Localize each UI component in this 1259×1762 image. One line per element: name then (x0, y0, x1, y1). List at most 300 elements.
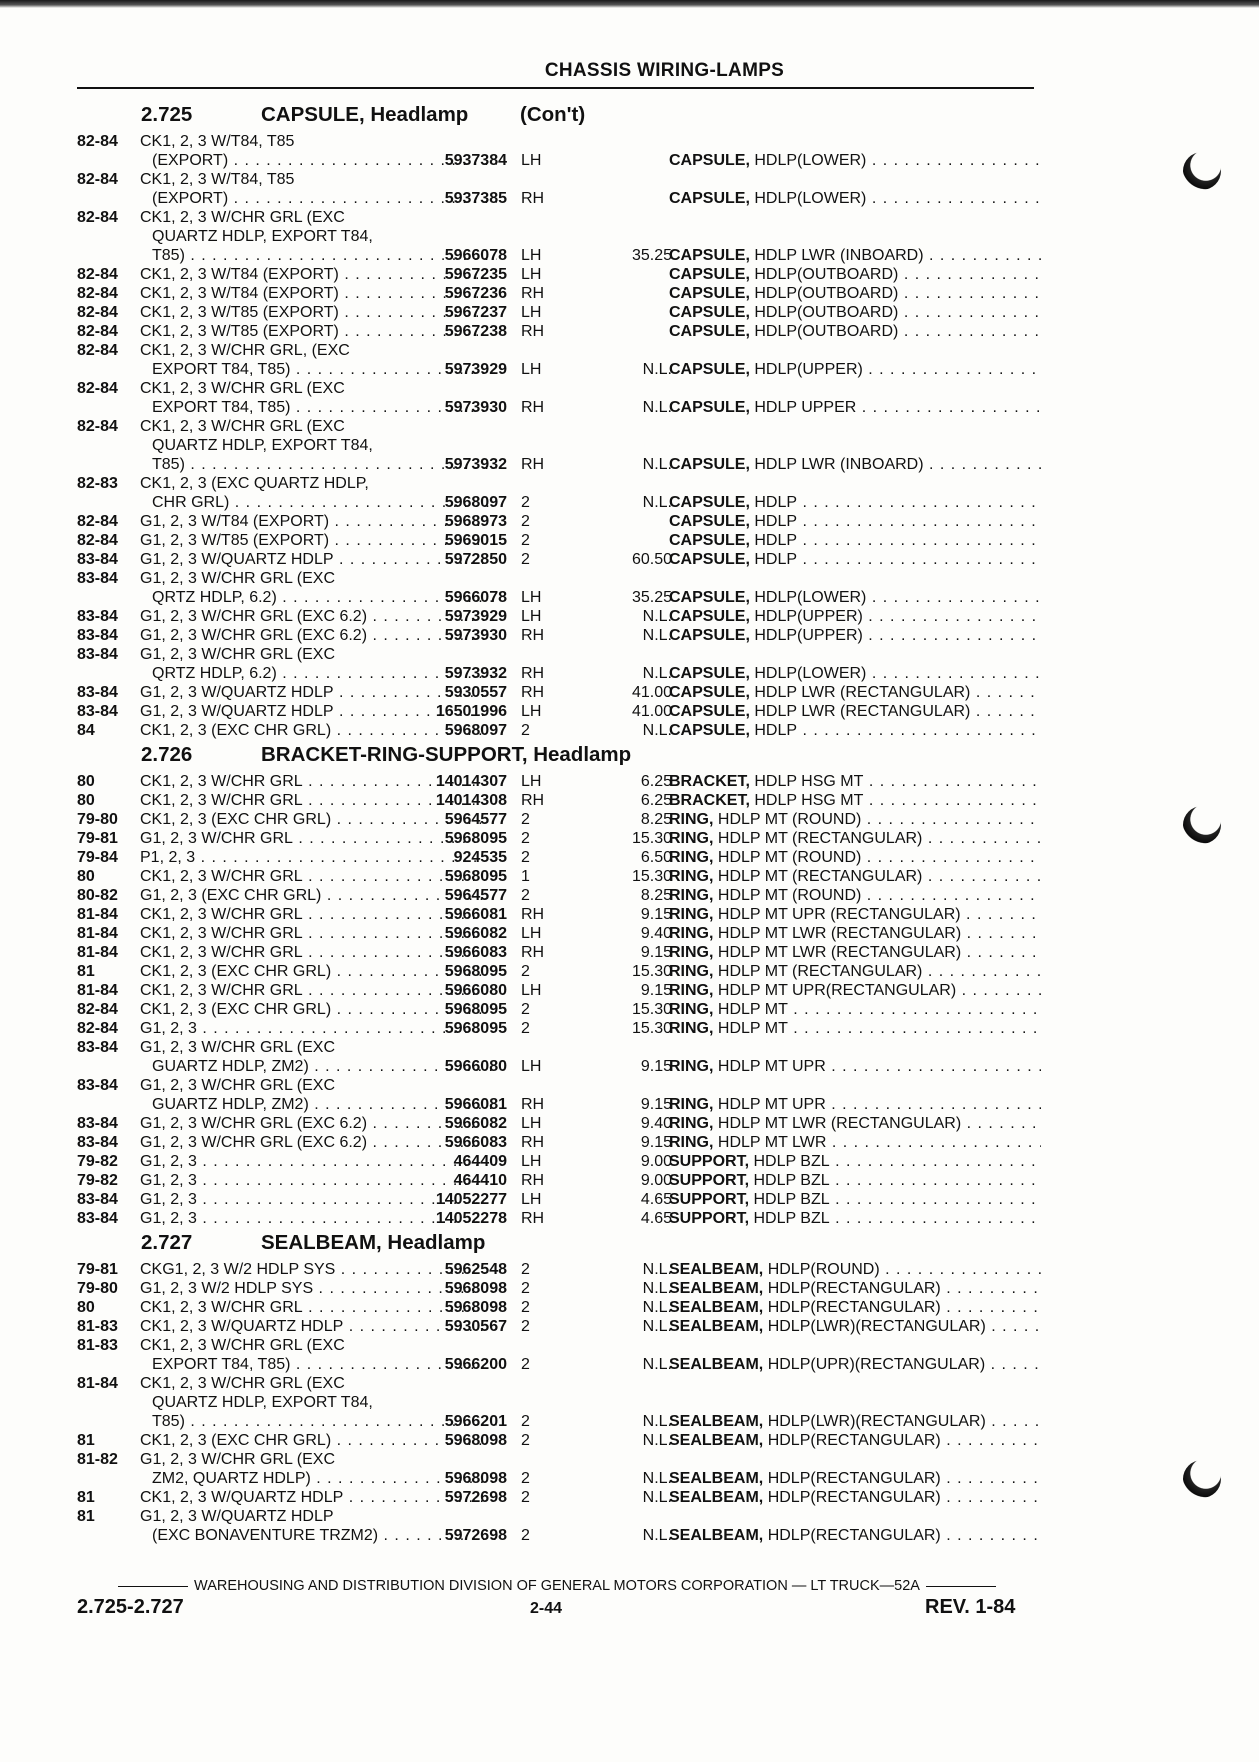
part-detail: HDLP MT (717, 1001, 788, 1018)
model-years: 83-84 (77, 646, 118, 663)
description (669, 303, 1041, 322)
application: G1, 2, 3 W/CHR GRL . . . (140, 829, 485, 848)
part-row (77, 531, 1037, 550)
part-name: CAPSULE, (669, 665, 750, 682)
part-number: 5973930 (444, 627, 507, 644)
model-years: 82-84 (77, 209, 118, 226)
part-name: CAPSULE, (669, 551, 750, 568)
part-name: RING, (669, 1134, 714, 1151)
part-number: 5930557 (444, 684, 507, 701)
part-name: RING, (669, 963, 714, 980)
description (669, 531, 1041, 550)
description (669, 905, 1041, 924)
quantity: 2 (521, 513, 530, 530)
part-name: RING, (669, 982, 714, 999)
model-years: 82-84 (77, 1001, 118, 1018)
model-years: 80 (77, 792, 95, 809)
part-name: CAPSULE, (669, 684, 750, 701)
part-detail: HDLP(LOWER) (754, 665, 867, 682)
part-row (77, 829, 1037, 848)
quantity: LH (521, 925, 542, 942)
part-number: 5973929 (444, 361, 507, 378)
part-row (77, 791, 1037, 810)
application: EXPORT T84, T85) . . . (152, 1355, 497, 1374)
description (669, 265, 1041, 284)
section-continued: (Con't) (520, 103, 586, 126)
part-number: 5964577 (444, 811, 507, 828)
part-detail: HDLP(UPR)(RECTANGULAR) (767, 1356, 986, 1373)
part-detail: HDLP MT LWR (RECTANGULAR) (717, 925, 962, 942)
model-years: 79-82 (77, 1153, 118, 1170)
part-detail: HDLP UPPER (754, 399, 857, 416)
application-line (77, 1336, 1037, 1355)
quantity: RH (521, 456, 545, 473)
price: N.L. (642, 494, 672, 511)
model-years: 83-84 (77, 1191, 118, 1208)
model-years: 81-83 (77, 1337, 118, 1354)
part-name: CAPSULE, (669, 266, 750, 283)
part-row (77, 1171, 1037, 1190)
description (669, 360, 1041, 379)
quantity: RH (521, 399, 545, 416)
part-name: CAPSULE, (669, 608, 750, 625)
part-row (77, 1209, 1037, 1228)
part-name: RING, (669, 944, 714, 961)
description (669, 848, 1041, 867)
model-years: 83-84 (77, 1039, 118, 1056)
quantity: 2 (521, 1470, 530, 1487)
model-years: 81-84 (77, 925, 118, 942)
description (669, 322, 1041, 341)
application: CK1, 2, 3 W/CHR GRL (EXC (140, 1337, 345, 1354)
part-row (77, 1000, 1037, 1019)
application: CK1, 2, 3 W/CHR GRL . . . (140, 924, 485, 943)
application: G1, 2, 3 W/CHR GRL (EXC (140, 1039, 335, 1056)
description (669, 1114, 1041, 1133)
model-years: 81 (77, 1489, 95, 1506)
quantity: 2 (521, 1432, 530, 1449)
part-detail: HDLP(LOWER) (754, 152, 867, 169)
application: GUARTZ HDLP, ZM2) . . . (152, 1057, 497, 1076)
price: 9.15 (640, 1058, 672, 1075)
application: CK1, 2, 3 W/QUARTZ HDLP . . . (140, 1317, 485, 1336)
part-detail: HDLP BZL (753, 1210, 830, 1227)
part-detail: HDLP(LWR)(RECTANGULAR) (767, 1413, 986, 1430)
part-detail: HDLP MT LWR (RECTANGULAR) (717, 944, 962, 961)
application: T85) . . . (152, 246, 497, 265)
part-number: 5966201 (444, 1413, 507, 1430)
application: CK1, 2, 3 (EXC CHR GRL) . . . (140, 1000, 485, 1019)
part-detail: HDLP MT (ROUND) (717, 849, 862, 866)
price: 9.00 (640, 1172, 672, 1189)
application: ZM2, QUARTZ HDLP) . . . (152, 1469, 497, 1488)
part-name: CAPSULE, (669, 627, 750, 644)
quantity: LH (521, 1058, 542, 1075)
quantity: 2 (521, 1299, 530, 1316)
quantity: 2 (521, 532, 530, 549)
model-years: 82-84 (77, 532, 118, 549)
part-name: CAPSULE, (669, 703, 750, 720)
application: EXPORT T84, T85) . . . (152, 360, 497, 379)
part-row (77, 588, 1037, 607)
model-years: 82-84 (77, 513, 118, 530)
quantity: LH (521, 304, 542, 321)
application: G1, 2, 3 W/CHR GRL (EXC 6.2) . . . (140, 607, 485, 626)
application-line (77, 1038, 1037, 1057)
application-line (77, 1374, 1037, 1393)
price: 15.30 (631, 963, 672, 980)
model-years: 82-84 (77, 342, 118, 359)
application: P1, 2, 3 . . . (140, 848, 485, 867)
application: CK1, 2, 3 W/CHR GRL (EXC (140, 418, 345, 435)
part-row (77, 1190, 1037, 1209)
quantity: RH (521, 906, 545, 923)
price: 35.25 (631, 589, 672, 606)
part-detail: HDLP(UPPER) (754, 608, 863, 625)
part-detail: HDLP MT UPR(RECTANGULAR) (717, 982, 957, 999)
part-detail: HDLP (754, 532, 798, 549)
description (669, 1152, 1041, 1171)
quantity: 2 (521, 1413, 530, 1430)
description (669, 550, 1041, 569)
quantity: RH (521, 323, 545, 340)
quantity: RH (521, 944, 545, 961)
model-years: 80 (77, 1299, 95, 1316)
description (669, 1526, 1041, 1545)
application-line (77, 645, 1037, 664)
part-name: SEALBEAM, (669, 1489, 764, 1506)
model-years: 83-84 (77, 703, 118, 720)
description (669, 664, 1041, 683)
part-number: 5968097 (444, 494, 507, 511)
part-name: CAPSULE, (669, 532, 750, 549)
quantity: 2 (521, 1261, 530, 1278)
part-name: SEALBEAM, (669, 1261, 764, 1278)
section-title: SEALBEAM, Headlamp (261, 1231, 486, 1254)
description (669, 1209, 1041, 1228)
part-row (77, 360, 1037, 379)
application: G1, 2, 3 W/T85 (EXPORT) . . . (140, 531, 485, 550)
part-detail: HDLP HSG MT (754, 792, 864, 809)
price: 6.25 (640, 792, 672, 809)
part-name: CAPSULE, (669, 361, 750, 378)
price: 9.00 (640, 1153, 672, 1170)
part-row (77, 943, 1037, 962)
description (669, 829, 1041, 848)
section-header (77, 100, 1037, 132)
description (669, 886, 1041, 905)
application: G1, 2, 3 . . . (140, 1209, 485, 1228)
part-row (77, 1152, 1037, 1171)
price: N.L. (642, 1527, 672, 1544)
application: G1, 2, 3 W/QUARTZ HDLP . . . (140, 550, 485, 569)
price: N.L. (642, 1413, 672, 1430)
application-line (77, 474, 1037, 493)
application: CK1, 2, 3 W/CHR GRL (EXC (140, 1375, 345, 1392)
description (669, 1095, 1041, 1114)
application: G1, 2, 3 W/QUARTZ HDLP . . . (140, 702, 485, 721)
part-number: 5967235 (444, 266, 507, 283)
part-row (77, 721, 1037, 740)
model-years: 82-84 (77, 323, 118, 340)
application: QUARTZ HDLP, EXPORT T84, (152, 1394, 373, 1411)
quantity: 1 (521, 868, 530, 885)
application: T85) . . . (152, 1412, 497, 1431)
price: 60.50 (631, 551, 672, 568)
price: 6.25 (640, 773, 672, 790)
part-row (77, 962, 1037, 981)
price: 4.65 (640, 1210, 672, 1227)
binder-hole-icon (1183, 1460, 1221, 1498)
price: 15.30 (631, 1001, 672, 1018)
application: G1, 2, 3 W/CHR GRL (EXC (140, 646, 335, 663)
part-detail: HDLP(RECTANGULAR) (767, 1527, 941, 1544)
part-number: 5973929 (444, 608, 507, 625)
part-number: 5966082 (444, 1115, 507, 1132)
quantity: LH (521, 589, 542, 606)
part-number: 5973932 (444, 456, 507, 473)
part-number: 5968095 (444, 1001, 507, 1018)
part-row (77, 455, 1037, 474)
part-row (77, 886, 1037, 905)
model-years: 83-84 (77, 1077, 118, 1094)
price: N.L. (642, 608, 672, 625)
part-name: SEALBEAM, (669, 1356, 764, 1373)
application: CK1, 2, 3 W/CHR GRL . . . (140, 1298, 485, 1317)
part-name: CAPSULE, (669, 152, 750, 169)
part-row (77, 848, 1037, 867)
part-row (77, 810, 1037, 829)
description (669, 772, 1041, 791)
part-row (77, 151, 1037, 170)
model-years: 80 (77, 868, 95, 885)
quantity: 2 (521, 1318, 530, 1335)
application: QUARTZ HDLP, EXPORT T84, (152, 228, 373, 245)
part-number: 5968098 (444, 1299, 507, 1316)
part-detail: HDLP(LOWER) (754, 589, 867, 606)
part-number: 5937384 (444, 152, 507, 169)
part-name: RING, (669, 887, 714, 904)
application-line (77, 170, 1037, 189)
part-detail: HDLP(UPPER) (754, 627, 863, 644)
application: GUARTZ HDLP, ZM2) . . . (152, 1095, 497, 1114)
part-row (77, 1260, 1037, 1279)
part-detail: HDLP LWR (RECTANGULAR) (754, 684, 971, 701)
application: CK1, 2, 3 (EXC CHR GRL) . . . (140, 721, 485, 740)
application: QUARTZ HDLP, EXPORT T84, (152, 437, 373, 454)
application: CK1, 2, 3 W/CHR GRL . . . (140, 867, 485, 886)
application: CK1, 2, 3 (EXC CHR GRL) . . . (140, 962, 485, 981)
part-number: 5972698 (444, 1489, 507, 1506)
application: G1, 2, 3 W/QUARTZ HDLP (140, 1508, 334, 1525)
section-title: CAPSULE, Headlamp (261, 103, 469, 126)
model-years: 81-84 (77, 906, 118, 923)
model-years: 82-84 (77, 171, 118, 188)
description (669, 810, 1041, 829)
part-row (77, 702, 1037, 721)
quantity: RH (521, 792, 545, 809)
price: N.L. (642, 1432, 672, 1449)
quantity: 2 (521, 963, 530, 980)
part-row (77, 189, 1037, 208)
part-row (77, 303, 1037, 322)
price: 8.25 (640, 887, 672, 904)
part-row (77, 607, 1037, 626)
description (669, 1355, 1041, 1374)
part-detail: HDLP MT (ROUND) (717, 887, 862, 904)
model-years: 82-84 (77, 133, 118, 150)
quantity: 2 (521, 551, 530, 568)
description (669, 455, 1041, 474)
model-years: 80-82 (77, 887, 118, 904)
part-detail: HDLP(RECTANGULAR) (767, 1470, 941, 1487)
part-row (77, 322, 1037, 341)
application: G1, 2, 3 . . . (140, 1171, 485, 1190)
scan-edge (0, 0, 1259, 8)
quantity: RH (521, 285, 545, 302)
part-detail: HDLP(OUTBOARD) (754, 323, 899, 340)
part-row (77, 1412, 1037, 1431)
part-number: 5966080 (444, 1058, 507, 1075)
application: CK1, 2, 3 W/T84 (EXPORT) . . . (140, 284, 485, 303)
application-line (77, 1393, 1037, 1412)
application: QRTZ HDLP, 6.2) . . . (152, 588, 497, 607)
part-name: CAPSULE, (669, 513, 750, 530)
price: 15.30 (631, 868, 672, 885)
price: 9.15 (640, 1096, 672, 1113)
part-detail: HDLP MT UPR (RECTANGULAR) (717, 906, 961, 923)
application: CK1, 2, 3 W/T85 (EXPORT) . . . (140, 322, 485, 341)
application: CHR GRL) . . . (152, 493, 497, 512)
description (669, 1469, 1041, 1488)
description (669, 1057, 1041, 1076)
quantity: 2 (521, 887, 530, 904)
model-years: 81 (77, 1508, 95, 1525)
application: G1, 2, 3 . . . (140, 1019, 485, 1038)
description (669, 1133, 1041, 1152)
application: G1, 2, 3 W/CHR GRL (EXC 6.2) . . . (140, 626, 485, 645)
part-name: RING, (669, 849, 714, 866)
price: 8.25 (640, 811, 672, 828)
application: T85) . . . (152, 455, 497, 474)
part-name: RING, (669, 1115, 714, 1132)
binder-hole-icon (1183, 152, 1221, 190)
part-row (77, 512, 1037, 531)
model-years: 81-84 (77, 944, 118, 961)
price: 9.15 (640, 1134, 672, 1151)
section-header (77, 740, 1037, 772)
application: G1, 2, 3 . . . (140, 1152, 485, 1171)
page-title: CHASSIS WIRING-LAMPS (544, 60, 785, 81)
part-number: 5966078 (444, 247, 507, 264)
description (669, 962, 1041, 981)
part-detail: HDLP(LOWER) (754, 190, 867, 207)
part-name: CAPSULE, (669, 399, 750, 416)
part-detail: HDLP MT (RECTANGULAR) (717, 868, 923, 885)
application-line (77, 341, 1037, 360)
part-number: 5973930 (444, 399, 507, 416)
price: N.L. (642, 1489, 672, 1506)
part-number: 5968097 (444, 722, 507, 739)
part-number: 5966078 (444, 589, 507, 606)
application: G1, 2, 3 W/QUARTZ HDLP . . . (140, 683, 485, 702)
application: (EXPORT) . . . (152, 189, 497, 208)
quantity: 2 (521, 1356, 530, 1373)
quantity: 2 (521, 849, 530, 866)
part-number: 5966081 (444, 906, 507, 923)
price: 6.50 (640, 849, 672, 866)
model-years: 82-83 (77, 475, 118, 492)
section-header (77, 1228, 1037, 1260)
application: G1, 2, 3 W/CHR GRL (EXC (140, 1451, 335, 1468)
part-number: 5972698 (444, 1527, 507, 1544)
price: N.L. (642, 665, 672, 682)
model-years: 81 (77, 963, 95, 980)
part-number: 5966083 (444, 944, 507, 961)
part-name: SEALBEAM, (669, 1432, 764, 1449)
part-name: SEALBEAM, (669, 1318, 764, 1335)
price: N.L. (642, 456, 672, 473)
part-name: RING, (669, 1001, 714, 1018)
quantity: RH (521, 190, 545, 207)
part-name: RING, (669, 868, 714, 885)
part-detail: HDLP(OUTBOARD) (754, 285, 899, 302)
part-name: CAPSULE, (669, 247, 750, 264)
part-row (77, 1298, 1037, 1317)
quantity: LH (521, 608, 542, 625)
part-detail: HDLP BZL (753, 1153, 830, 1170)
price: 35.25 (631, 247, 672, 264)
description (669, 151, 1041, 170)
model-years: 81-82 (77, 1451, 118, 1468)
part-name: RING, (669, 925, 714, 942)
part-name: RING, (669, 1058, 714, 1075)
quantity: 2 (521, 811, 530, 828)
model-years: 84 (77, 722, 95, 739)
quantity: LH (521, 773, 542, 790)
application-line (77, 417, 1037, 436)
description (669, 398, 1041, 417)
quantity: RH (521, 1210, 545, 1227)
part-name: SUPPORT, (669, 1153, 750, 1170)
part-name: SEALBEAM, (669, 1413, 764, 1430)
part-row (77, 1279, 1037, 1298)
application: CK1, 2, 3 W/T84 (EXPORT) . . . (140, 265, 485, 284)
part-detail: HDLP(OUTBOARD) (754, 266, 899, 283)
description (669, 1431, 1041, 1450)
part-number: 14052277 (435, 1191, 507, 1208)
part-row (77, 1095, 1037, 1114)
section-number: 2.726 (141, 743, 193, 766)
part-number: 5968095 (444, 868, 507, 885)
price: N.L. (642, 1299, 672, 1316)
part-detail: HDLP MT (RECTANGULAR) (717, 830, 923, 847)
part-detail: HDLP MT (RECTANGULAR) (717, 963, 923, 980)
description (669, 1171, 1041, 1190)
part-number: 924535 (453, 849, 507, 866)
application: G1, 2, 3 . . . (140, 1190, 485, 1209)
part-detail: HDLP MT (ROUND) (717, 811, 862, 828)
application-line (77, 379, 1037, 398)
part-row (77, 1488, 1037, 1507)
model-years: 82-84 (77, 380, 118, 397)
part-number: 5966083 (444, 1134, 507, 1151)
footer-section-range: 2.725-2.727 (77, 1596, 184, 1618)
application: CK1, 2, 3 W/CHR GRL . . . (140, 905, 485, 924)
price: N.L. (642, 361, 672, 378)
application-line (77, 132, 1037, 151)
part-row (77, 683, 1037, 702)
